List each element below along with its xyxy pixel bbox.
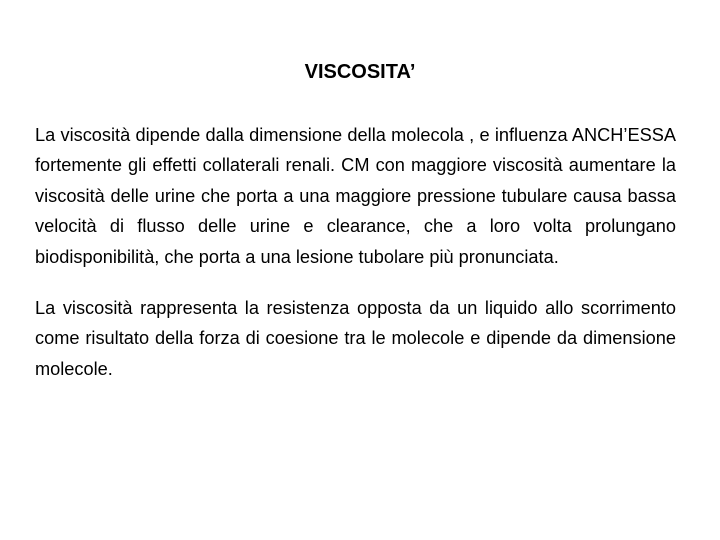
paragraph-viscosity-effects: La viscosità dipende dalla dimensione della molecola , e influenza ANCH’ESSA fortemente gli effetti collaterali renali. CM con maggiore viscosità aumentare la viscosità delle urine che porta a una maggiore pressione tubulare causa bassa velocità di flusso delle urine e clearance, che a loro volta prolungano biodisponibilità, che porta a una lesione tubolare più pronunciata.: [35, 125, 676, 267]
slide-title: VISCOSITA’: [304, 61, 416, 83]
slide-body: [35, 120, 676, 384]
paragraph-viscosity-definition: La viscosità rappresenta la resistenza opposta da un liquido allo scorrimento come risultato della forza di coesione tra le molecole e dipende da dimensione molecole.: [35, 298, 676, 379]
